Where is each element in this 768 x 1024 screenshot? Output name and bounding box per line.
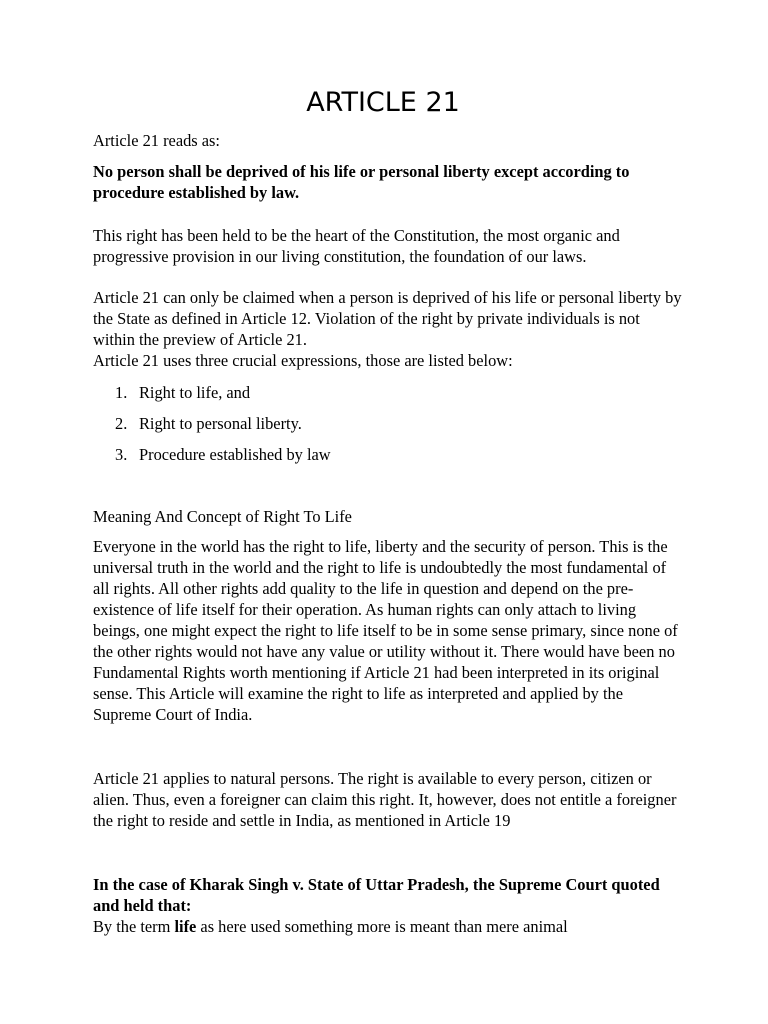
section-heading-right-to-life: Meaning And Concept of Right To Life: [93, 507, 352, 526]
list-text: Right to life, and: [139, 383, 251, 402]
expressions-list: [93, 382, 683, 475]
list-item: [93, 413, 683, 444]
list-item: [93, 382, 683, 413]
paragraph-life-definition: [93, 916, 683, 937]
article-quote: No person shall be deprived of his life or personal liberty except according to procedure established by law.: [93, 162, 630, 202]
paragraph-natural-persons: Article 21 applies to natural persons. The right is available to every person, citizen or alien. Thus, even a foreigner can claim this right. It, however, does not entitle a foreigner the right to reside and settle in India, as mentioned in Article 19: [93, 769, 677, 830]
intro-text: Article 21 reads as:: [93, 131, 220, 150]
paragraph-right-to-life: Everyone in the world has the right to life, liberty and the security of person. This is the universal truth in the world and the right to life is undoubtedly the most fundamental of all rights. All other rights add quality to the life in question and depend on the pre-existence of life itself for their operation. As human rights can only attach to living beings, one might expect the right to life itself to be in some sense primary, since none of the other rights would not have any value or utility without it. There would have been no Fundamental Rights worth mentioning if Article 21 had been interpreted in its original sense. This Article will examine the right to life as interpreted and applied by the Supreme Court of India.: [93, 537, 678, 724]
paragraph-expressions-intro: Article 21 uses three crucial expressions, those are listed below:: [93, 351, 513, 370]
life-term: life: [174, 917, 197, 936]
paragraph-claim-conditions: Article 21 can only be claimed when a person is deprived of his life or personal liberty by the State as defined in Article 12. Violation of the right by private individuals is not within the preview of Article 21.: [93, 288, 682, 349]
life-definition-suffix: as here used something more is meant than mere animal: [196, 917, 568, 936]
list-number: 2.: [115, 414, 128, 433]
list-text: Right to personal liberty.: [139, 414, 302, 433]
paragraph-heart-of-constitution: This right has been held to be the heart of the Constitution, the most organic and progressive provision in our living constitution, the foundation of our laws.: [93, 226, 620, 266]
list-text: Procedure established by law: [139, 445, 331, 464]
list-number: 1.: [115, 383, 128, 402]
case-heading: In the case of Kharak Singh v. State of Uttar Pradesh, the Supreme Court quoted and held that:: [93, 875, 660, 915]
list-item: [93, 444, 683, 475]
document-title: ARTICLE 21: [306, 87, 460, 118]
life-definition-prefix: By the term: [93, 917, 175, 936]
list-number: 3.: [115, 445, 128, 464]
